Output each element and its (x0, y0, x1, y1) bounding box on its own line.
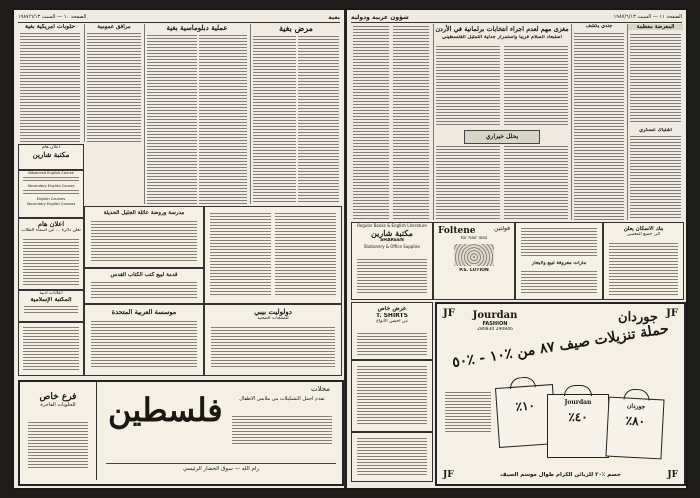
ad-quds-books (84, 268, 204, 304)
ad-lower-left (351, 360, 433, 432)
col-mid-headline: جندي يكشف (585, 24, 613, 29)
ad-tareen-small-title: مكتبة شارين (32, 151, 70, 159)
left-col2-text (87, 33, 141, 142)
falastin-logo: فلسطين (108, 391, 223, 429)
jourdan-logo-en (465, 310, 525, 333)
ad-shop-bottom (204, 304, 342, 376)
right-col-left (351, 24, 431, 220)
ad-english-courses (18, 170, 84, 218)
course-line-2: Secondary English Course (27, 184, 75, 188)
course-line-4: Secondary English Courses (26, 202, 76, 206)
falastin-side-sub: للحلويات الفاخرة (40, 402, 76, 408)
jourdan-mark-right: JF (666, 308, 678, 319)
right-col-mid (571, 24, 626, 220)
left-col-3 (144, 24, 249, 204)
jourdan-mark-bottom-right: JF (667, 470, 678, 480)
ad-notice-title: اعلان هام (37, 221, 65, 228)
main-subheadline: استبعاد السلام قريباً واستمرار جدلية التمثيل الفلسطيني (442, 35, 562, 41)
left-col3-text-a (147, 35, 197, 204)
tshirt-body: من احسن الانواع (376, 318, 408, 324)
ad-property (515, 222, 603, 300)
ad-bookshop-subtitle: اعلانات ادبية (39, 291, 63, 296)
ad-housing-bank (603, 222, 684, 300)
left-col3-headline: عملية دبلوماسية بغية (166, 24, 228, 32)
left-col-2 (84, 24, 143, 142)
left-col4-text-b (298, 36, 339, 204)
right-main-story (433, 24, 570, 220)
tshirt-title: عرض خاص (377, 306, 407, 312)
jourdan-footer: خصم ٪٢٠ للزبائن الكرام طوال موسم الصيف (500, 472, 621, 478)
foltene-illustration (454, 244, 494, 266)
falastin-side-panel (20, 382, 97, 480)
ad-bookshop (18, 290, 84, 322)
discount-3: ٪٨٠ (625, 413, 646, 429)
jourdan-sale-headline: حملة تنزيلات صيف ٨٧ من ٪١٠ - ٪٥٠ (451, 320, 670, 372)
ad-falastin (18, 380, 344, 486)
left-col1-headline: حلوبات امريكية بغية (25, 24, 75, 30)
left-col4-text-a (253, 36, 296, 204)
jourdan-phones: 280830 290846 (477, 327, 513, 332)
tareen-title: مكتبة شارين (371, 229, 413, 238)
right-col-right (627, 24, 683, 220)
ad-tareen-right (351, 222, 433, 300)
ad-bookshop-title: المكتبة الإسلامية (30, 297, 72, 303)
jourdan-brand: Jourdan (472, 310, 518, 321)
ad-list-right (204, 206, 342, 304)
left-col-1 (18, 24, 82, 142)
discount-2: ٪٤٠ (568, 410, 588, 424)
ad-jourdan (435, 302, 686, 486)
housing-bank-title: بنك الاسكان يعلن (623, 226, 664, 232)
left-col3-text-b (199, 35, 247, 204)
left-section-label: بغية (328, 14, 340, 21)
jourdan-mark-left: JF (443, 308, 455, 319)
course-line-3: English Courses (36, 197, 66, 201)
ad-tshirts (351, 302, 433, 360)
ad-tareen-small (18, 144, 84, 170)
bag3-brand-ar: جوردان (626, 402, 646, 411)
ad-school (84, 206, 204, 268)
jourdan-mark-bottom-left: JF (443, 470, 454, 480)
ad-shop-subtitle: للمنتجات الصحية (257, 315, 289, 321)
falastin-small: محلات (310, 386, 330, 392)
left-col2-headline: مرافق عمومية (97, 24, 131, 30)
col-right-headline-2: اشتباك عسكري (639, 128, 672, 133)
falastin-address: رام الله — سوق الخضار الرئيسي (106, 463, 336, 472)
right-folio: الصفحة ١١ — السبت ١٩٨٧/٦/١٣ (613, 14, 682, 20)
col-right-headline: المعرضة معظمة (628, 24, 683, 30)
falastin-main (100, 382, 342, 480)
ad-lower-left-2 (351, 432, 433, 482)
ad-notice-left (18, 218, 84, 290)
tareen-latin: SHAREEN (380, 237, 404, 243)
left-col4-headline: مرض بغية (279, 24, 313, 33)
falastin-side-title: فرع خاص (39, 392, 77, 402)
ad-shop-title: دولوليت بيبي (254, 308, 292, 316)
left-col-4 (250, 24, 341, 204)
course-line-1: Advanced English Course (28, 171, 74, 175)
shopping-bag-2 (547, 394, 609, 458)
foltene-arabic: فولتين (494, 226, 510, 232)
left-col1-text (20, 33, 80, 142)
ad-notice-body: تعلن دائرة ... عن اسماء الطلاب (21, 228, 81, 234)
bag2-brand: Jourdan (564, 399, 592, 406)
analysis-headline: يحلل خيراري (485, 133, 519, 140)
ad-tareen-small-subtitle: اعلان هام (42, 145, 60, 150)
tareen-line-1: Regular Books & English Literature (357, 223, 427, 228)
ad-text-block (18, 322, 84, 376)
ad-school-title: مدرسة وروضة عائلة الجليل الحديثة (103, 210, 185, 216)
left-folio: الصفحة ١٠ — السبت ١٩٨٧/٦/١٣ (18, 14, 87, 20)
right-page (347, 10, 686, 488)
ad-united-foundation (84, 304, 204, 376)
shopping-bag-3 (605, 397, 664, 460)
main-headline: مغزى مهم لعدم اجراء انتخابات برلمانية في الأردن (435, 25, 569, 33)
ad-united-title: موسسة العربية المتحدة (111, 309, 177, 316)
jourdan-brand-ar: جوردان (618, 310, 658, 325)
housing-bank-body: الى جميع المعنيين (626, 232, 661, 238)
foltene-line-2: P.S. LOTION (459, 268, 489, 273)
ad-quds-books-title: قدمة لبيع كتب الكتاب القدس (110, 272, 178, 278)
property-title: مارات معروفة لبيع ولايجار (531, 261, 587, 266)
tareen-line-2: Stationery & Office Supplies (363, 243, 421, 249)
falastin-tagline: تقدم اجمل التشكيلات من ملابس الاطفال (239, 396, 325, 402)
jourdan-sub: FASHION (482, 321, 508, 327)
ad-foltene (433, 222, 515, 300)
left-page (14, 10, 344, 488)
tshirt-latin: T. SHIRTS (376, 312, 408, 319)
right-section-label: شؤون عربية ودولية (351, 14, 409, 21)
foltene-line-1: for hair loss (460, 236, 488, 241)
foltene-brand: Foltene (438, 226, 476, 236)
discount-1: ٪١٠ (515, 398, 536, 414)
newspaper-spread (14, 10, 686, 488)
